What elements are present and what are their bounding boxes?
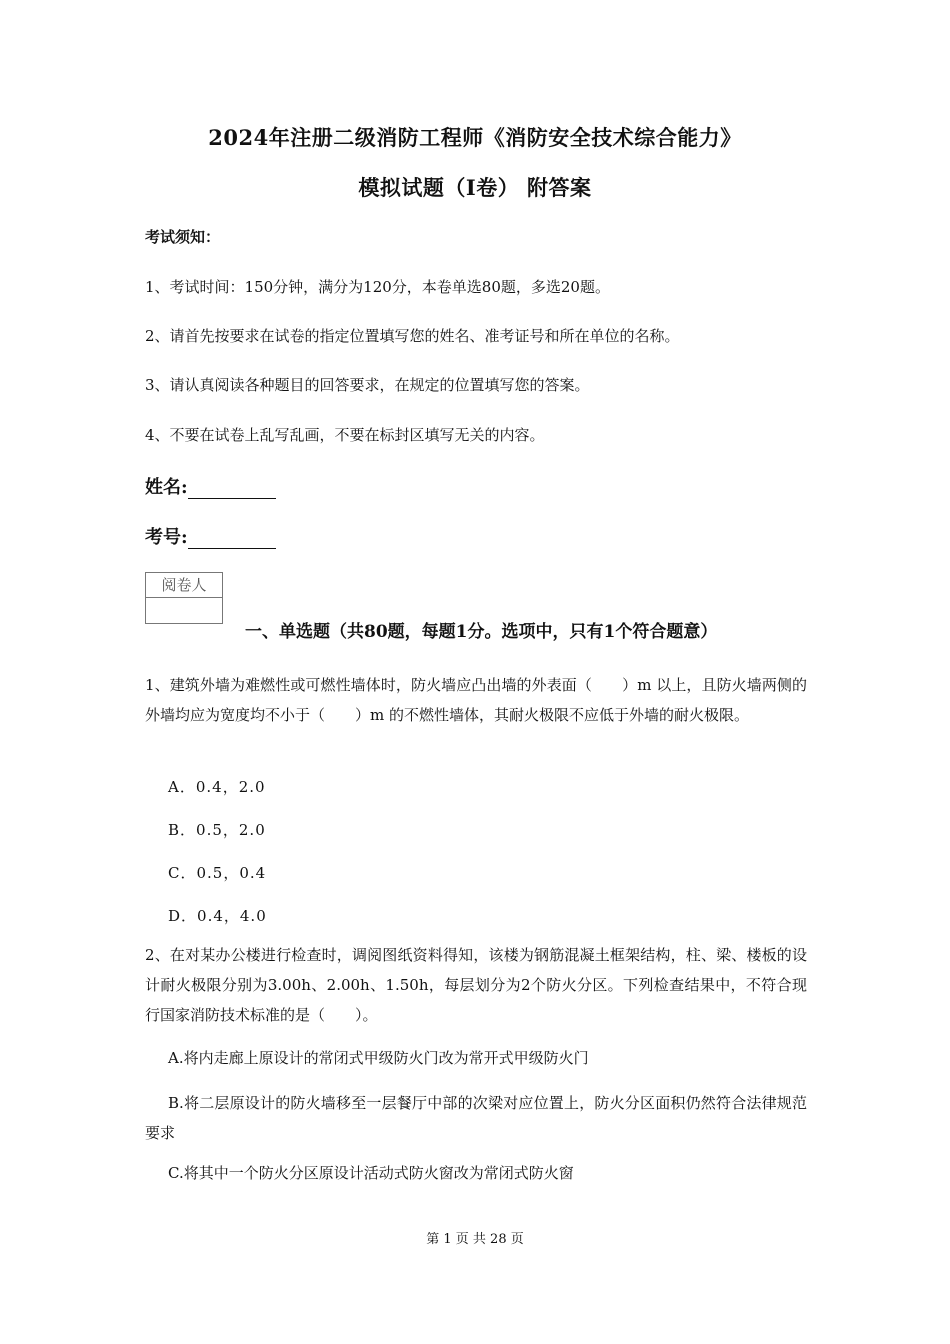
notice-item-2: 2、请首先按要求在试卷的指定位置填写您的姓名、准考证号和所在单位的名称。: [145, 327, 680, 345]
exam-title-line2: 模拟试题（I卷） 附答案: [358, 175, 592, 200]
question-2-option-c: C.将其中一个防火分区原设计活动式防火窗改为常闭式防火窗: [168, 1164, 574, 1182]
question-2-option-a: A.将内走廊上原设计的常闭式甲级防火门改为常开式甲级防火门: [168, 1049, 589, 1067]
name-label: 姓名:: [145, 477, 188, 498]
question-1-option-b: B．0.5，2.0: [168, 821, 266, 839]
exam-number-label: 考号:: [145, 527, 188, 548]
name-field[interactable]: [145, 473, 276, 499]
question-1-stem: 1、建筑外墙为难燃性或可燃性墙体时，防火墙应凸出墙的外表面（ ）m 以上，且防火墙两侧的外墙均应为宽度均不小于（ ）m 的不燃性墙体，其耐火极限不应低于外墙的耐火极限。: [145, 676, 807, 724]
question-1-option-a: A．0.4，2.0: [168, 778, 266, 796]
name-blank-line[interactable]: [188, 478, 276, 499]
exam-number-field[interactable]: [145, 523, 276, 549]
question-2-stem: 2、在对某办公楼进行检查时，调阅图纸资料得知，该楼为钢筋混凝土框架结构，柱、梁、楼板的设计耐火极限分别为3.00h、2.00h、1.50h，每层划分为2个防火分区。下列检查结果中，不符合现行国家消防技术标准的是（ ）。: [145, 946, 807, 1024]
notice-item-3: 3、请认真阅读各种题目的回答要求，在规定的位置填写您的答案。: [145, 376, 590, 394]
exam-number-blank-line[interactable]: [188, 528, 276, 549]
question-2-option-b: B.将二层原设计的防火墙移至一层餐厅中部的次梁对应位置上，防火分区面积仍然符合法律规范要求: [145, 1094, 807, 1142]
page-footer: 第 1 页 共 28 页: [426, 1232, 524, 1247]
notice-heading: 考试须知：: [145, 228, 221, 246]
notice-item-4: 4、不要在试卷上乱写乱画，不要在标封区填写无关的内容。: [145, 426, 545, 444]
notice-item-1: 1、考试时间：150分钟，满分为120分，本卷单选80题，多选20题。: [145, 278, 610, 296]
grader-box: [145, 572, 223, 624]
grader-label: 阅卷人: [146, 573, 222, 598]
question-1-option-d: D．0.4，4.0: [168, 907, 267, 925]
question-1-option-c: C．0.5，0.4: [168, 864, 267, 882]
section-heading: 一、单选题（共80题，每题1分。选项中，只有1个符合题意）: [245, 622, 718, 642]
exam-title-line1: 2024年注册二级消防工程师《消防安全技术综合能力》: [208, 125, 742, 150]
